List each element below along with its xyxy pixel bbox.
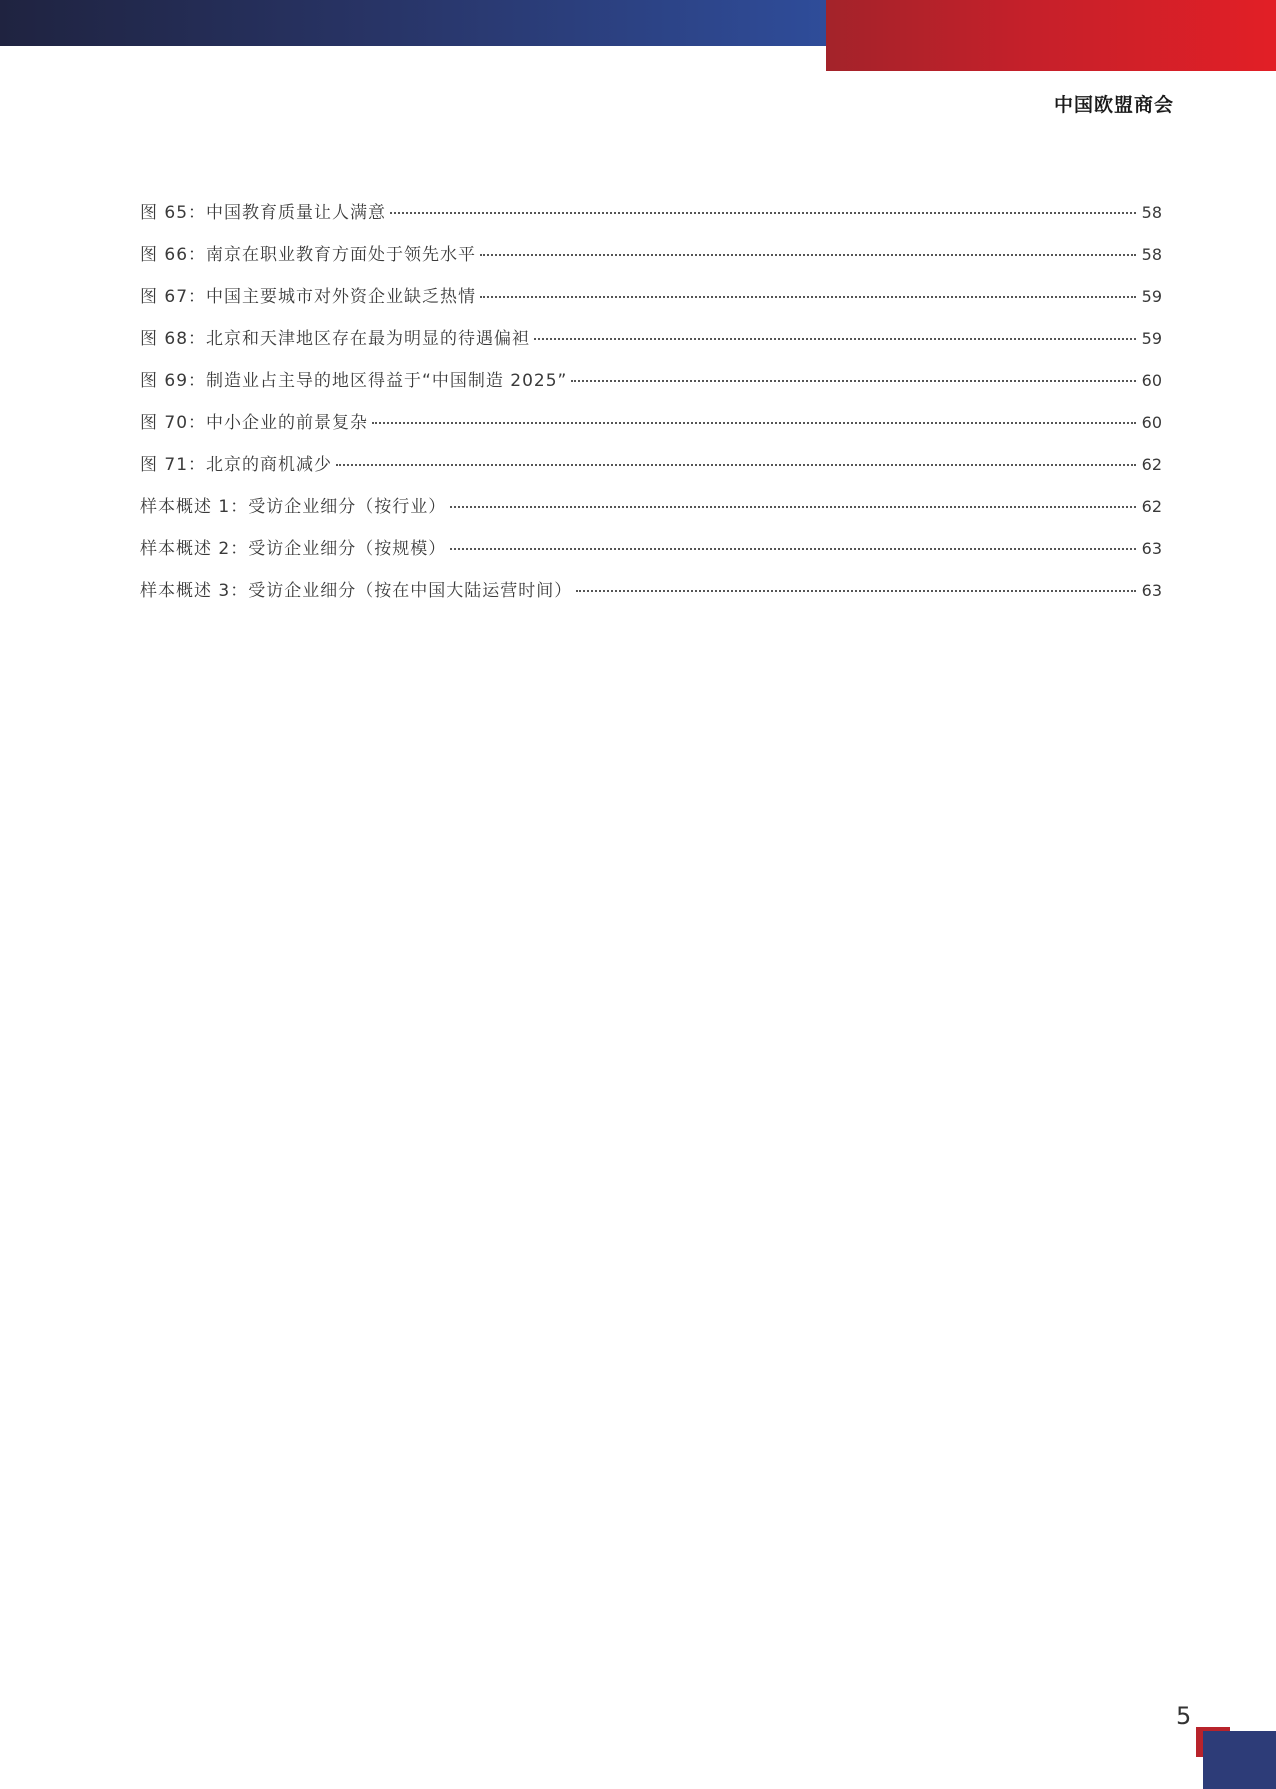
toc-entry-page: 63 <box>1141 581 1162 600</box>
toc-dot-leader <box>571 380 1135 382</box>
toc-entry-label: 样本概述 3 <box>140 581 231 601</box>
toc-dot-leader <box>480 254 1136 256</box>
toc-entry-page: 63 <box>1141 539 1162 558</box>
toc-entry-separator: ： <box>230 497 249 517</box>
toc-entry[interactable] <box>140 534 1162 576</box>
toc-entry-title: 受访企业细分（按行业） <box>248 497 447 517</box>
toc-entry[interactable] <box>140 324 1162 366</box>
toc-entry[interactable] <box>140 198 1162 240</box>
toc-entry[interactable] <box>140 366 1162 408</box>
toc-entry-title: 北京和天津地区存在最为明显的待遇偏袒 <box>206 329 531 349</box>
organization-name: 中国欧盟商会 <box>1053 94 1174 116</box>
table-of-figures <box>140 198 1162 618</box>
toc-entry[interactable] <box>140 408 1162 450</box>
toc-dot-leader <box>336 464 1136 466</box>
toc-entry-label: 图 67 <box>140 287 189 307</box>
toc-entry-page: 60 <box>1141 413 1162 432</box>
toc-entry-page: 58 <box>1141 203 1162 222</box>
toc-dot-leader <box>480 296 1136 298</box>
toc-entry-separator: ： <box>188 329 207 349</box>
toc-entry-separator: ： <box>188 371 207 391</box>
toc-entry-page: 62 <box>1141 497 1162 516</box>
header-blue-band <box>0 0 840 46</box>
toc-entry[interactable] <box>140 240 1162 282</box>
toc-entry-separator: ： <box>188 455 207 475</box>
toc-entry-title: 北京的商机减少 <box>206 455 333 475</box>
toc-entry-page: 59 <box>1141 329 1162 348</box>
toc-entry-page: 62 <box>1141 455 1162 474</box>
toc-entry-label: 样本概述 2 <box>140 539 231 559</box>
toc-dot-leader <box>390 212 1136 214</box>
toc-entry-page: 59 <box>1141 287 1162 306</box>
toc-entry-title: 中国主要城市对外资企业缺乏热情 <box>206 287 477 307</box>
footer-corner-blue-block <box>1203 1731 1276 1789</box>
toc-entry-separator: ： <box>188 203 207 223</box>
toc-entry-label: 图 71 <box>140 455 189 475</box>
toc-entry-label: 图 69 <box>140 371 189 391</box>
toc-entry-title: 受访企业细分（按在中国大陆运营时间） <box>248 581 573 601</box>
toc-entry-separator: ： <box>230 539 249 559</box>
toc-entry-label: 图 70 <box>140 413 189 433</box>
toc-dot-leader <box>450 506 1135 508</box>
toc-entry-title: 中国教育质量让人满意 <box>206 203 387 223</box>
toc-dot-leader <box>576 590 1135 592</box>
toc-entry-title: 中小企业的前景复杂 <box>206 413 369 433</box>
toc-entry-separator: ： <box>188 413 207 433</box>
toc-entry-label: 图 68 <box>140 329 189 349</box>
toc-entry[interactable] <box>140 282 1162 324</box>
toc-entry-separator: ： <box>188 287 207 307</box>
toc-entry[interactable] <box>140 450 1162 492</box>
page-number: 5 <box>1176 1702 1192 1730</box>
toc-entry-separator: ： <box>188 245 207 265</box>
toc-entry-label: 图 65 <box>140 203 189 223</box>
toc-entry-title: 南京在职业教育方面处于领先水平 <box>206 245 477 265</box>
toc-entry-page: 58 <box>1141 245 1162 264</box>
toc-entry[interactable] <box>140 492 1162 534</box>
toc-dot-leader <box>372 422 1136 424</box>
header-red-band <box>826 0 1276 71</box>
toc-entry-separator: ： <box>230 581 249 601</box>
toc-entry-label: 图 66 <box>140 245 189 265</box>
toc-entry[interactable] <box>140 576 1162 618</box>
toc-entry-label: 样本概述 1 <box>140 497 231 517</box>
toc-entry-title: 制造业占主导的地区得益于“中国制造 2025” <box>206 371 568 391</box>
toc-entry-page: 60 <box>1141 371 1162 390</box>
toc-entry-title: 受访企业细分（按规模） <box>248 539 447 559</box>
toc-dot-leader <box>450 548 1135 550</box>
toc-dot-leader <box>534 338 1136 340</box>
